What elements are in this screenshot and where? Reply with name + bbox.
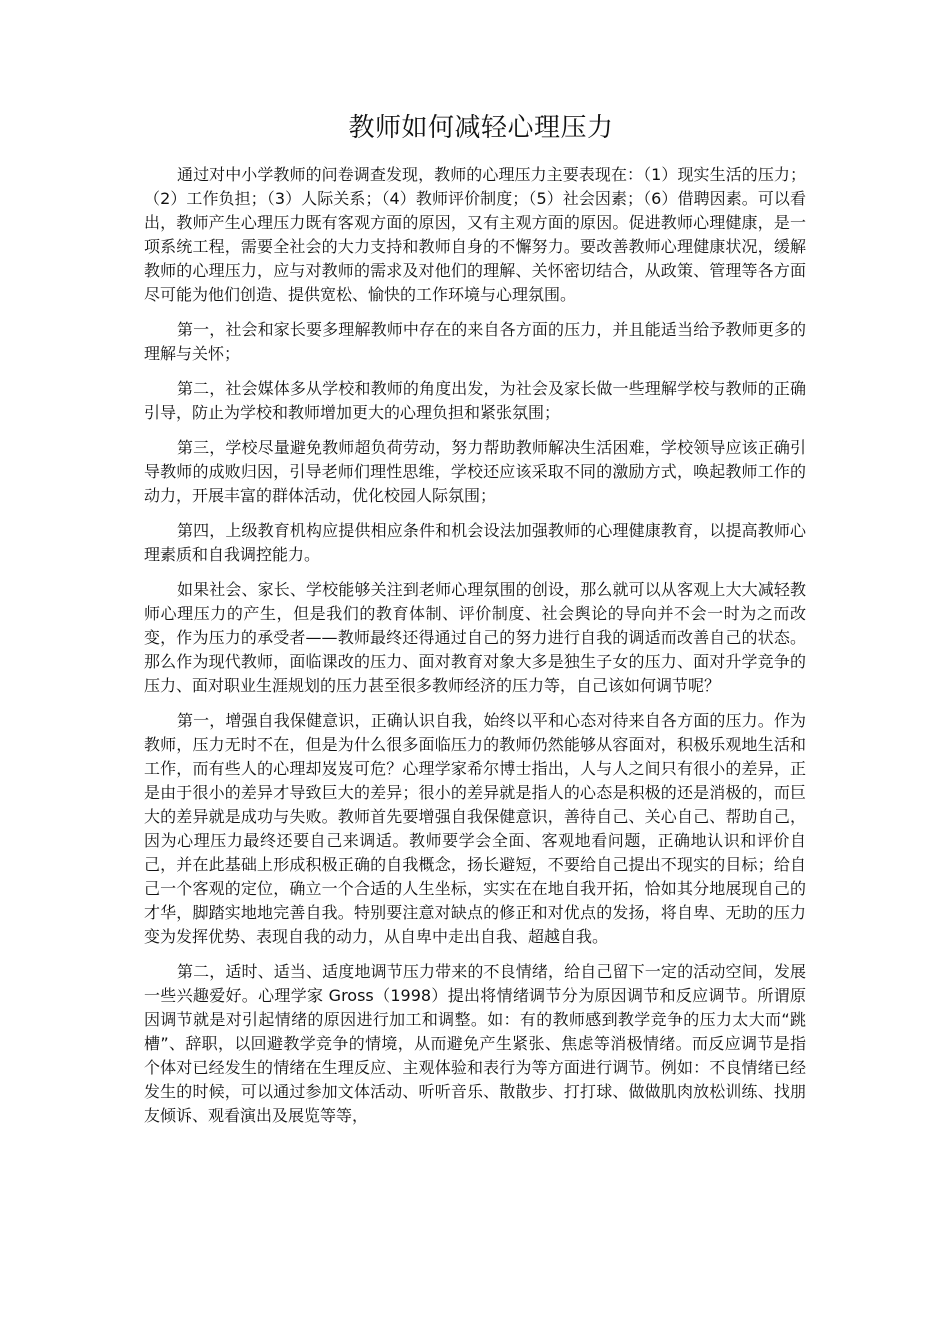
paragraph-school: 第三，学校尽量避免教师超负荷劳动，努力帮助教师解决生活困难，学校领导应该正确引导教师的成败归因，引导老师们理性思维，学校还应该采取不同的激励方式，唤起教师工作的动力，开展丰富的群体活动，优化校园人际氛围；	[144, 437, 806, 505]
paragraph-self-adjustment: 如果社会、家长、学校能够关注到老师心理氛围的创设，那么就可以从客观上大大减轻教师心理压力的产生，但是我们的教育体制、评价制度、社会舆论的导向并不会一时为之而改变，作为压力的承受者——教师最终还得通过自己的努力进行自我的调适而改善自己的状态。那么作为现代教师，面临课改的压力、面对教育对象大多是独生子女的压力、面对升学竞争的压力、面对职业生涯规划的压力甚至很多教师经济的压力等，自己该如何调节呢？	[144, 579, 806, 695]
paragraph-education-authority: 第四，上级教育机构应提供相应条件和机会设法加强教师的心理健康教育，以提高教师心理素质和自我调控能力。	[144, 520, 806, 564]
paragraph-emotion-regulation: 第二，适时、适当、适度地调节压力带来的不良情绪，给自己留下一定的活动空间，发展一些兴趣爱好。心理学家 Gross（1998）提出将情绪调节分为原因调节和反应调节。所谓原因调节就是对引起情绪的原因进行加工和调整。如：有的教师感到教学竞争的压力太大而“跳槽”、辞职，以回避教学竞争的情境，从而避免产生紧张、焦虑等消极情绪。而反应调节是指个体对已经发生的情绪在生理反应、主观体验和表行为等方面进行调节。例如：不良情绪已经发生的时候，可以通过参加文体活动、听听音乐、散散步、打打球、做做肌肉放松训练、找朋友倾诉、观看演出及展览等等，	[144, 961, 806, 1125]
document-page	[144, 112, 806, 1139]
intro-paragraph: 通过对中小学教师的问卷调查发现，教师的心理压力主要表现在：（1）现实生活的压力；（2）工作负担；（3）人际关系；（4）教师评价制度；（5）社会因素；（6）借聘因素。可以看出，教师产生心理压力既有客观方面的原因，又有主观方面的原因。促进教师心理健康，是一项系统工程，需要全社会的大力支持和教师自身的不懈努力。要改善教师心理健康状况，缓解教师的心理压力，应与对教师的需求及对他们的理解、关怀密切结合，从政策、管理等各方面尽可能为他们创造、提供宽松、愉快的工作环境与心理氛围。	[144, 164, 806, 304]
paragraph-self-awareness: 第一，增强自我保健意识，正确认识自我，始终以平和心态对待来自各方面的压力。作为教师，压力无时不在，但是为什么很多面临压力的教师仍然能够从容面对，积极乐观地生活和工作，而有些人的心理却岌岌可危？心理学家希尔博士指出，人与人之间只有很小的差异，正是由于很小的差异才导致巨大的差异；很小的差异就是指人的心态是积极的还是消极的，而巨大的差异就是成功与失败。教师首先要增强自我保健意识，善待自己、关心自己、帮助自己，因为心理压力最终还要自己来调适。教师要学会全面、客观地看问题，正确地认识和评价自己，并在此基础上形成积极正确的自我概念，扬长避短，不要给自己提出不现实的目标；给自己一个客观的定位，确立一个合适的人生坐标，实实在在地自我开拓，恰如其分地展现自己的才华，脚踏实地地完善自我。特别要注意对缺点的修正和对优点的发扬，将自卑、无助的压力变为发挥优势、表现自我的动力，从自卑中走出自我、超越自我。	[144, 710, 806, 946]
paragraph-society-parents: 第一，社会和家长要多理解教师中存在的来自各方面的压力，并且能适当给予教师更多的理解与关怀；	[144, 319, 806, 363]
paragraph-media: 第二，社会媒体多从学校和教师的角度出发，为社会及家长做一些理解学校与教师的正确引导，防止为学校和教师增加更大的心理负担和紧张氛围；	[144, 378, 806, 422]
document-title: 教师如何减轻心理压力	[348, 113, 614, 143]
